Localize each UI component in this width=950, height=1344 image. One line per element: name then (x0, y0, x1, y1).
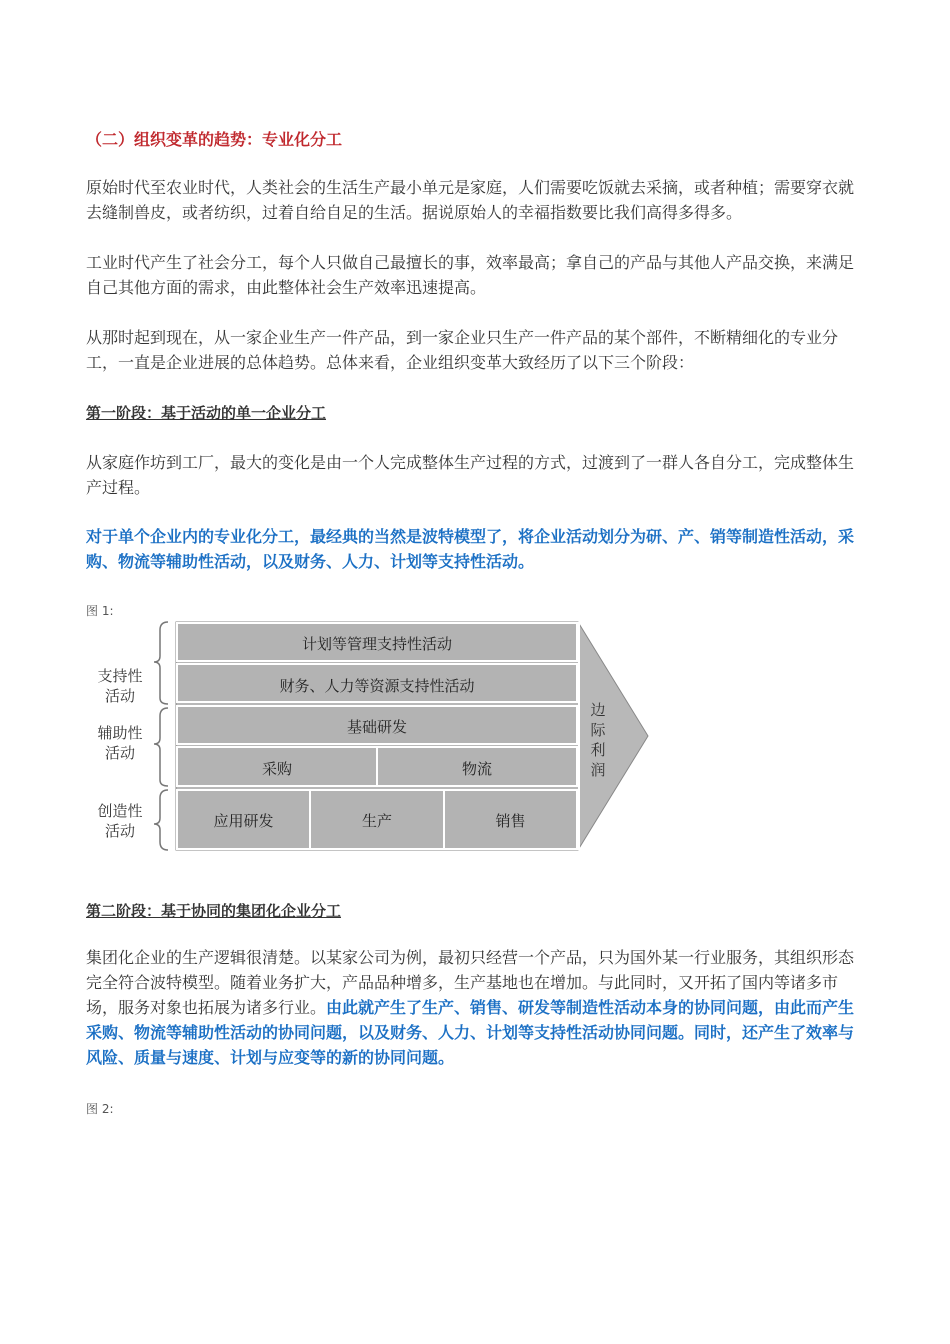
label-support-activities: 支持性 活动 (97, 667, 143, 705)
brace-support (154, 622, 168, 704)
paragraph-porter-highlight: 对于单个企业内的专业化分工，最经典的当然是波特模型了，将企业活动划分为研、产、销等制造性活动，采购、物流等辅助性活动，以及财务、人力、计划等支持性活动。 (86, 527, 855, 571)
paragraph-primitive-era: 原始时代至农业时代，人类社会的生活生产最小单元是家庭，人们需要吃饭就去采摘，或者种植；需要穿衣就去缝制兽皮，或者纺织，过着自给自足的生活。据说原始人的幸福指数要比我们高得多得多。 (86, 178, 855, 222)
brace-auxiliary (154, 708, 168, 786)
text-purchase: 采购 (261, 760, 292, 778)
figure-1-label: 图 1: (86, 604, 114, 618)
brace-creative (154, 790, 168, 850)
paragraph-trend: 从那时起到现在，从一家企业生产一件产品，到一家企业只生产一件产品的某个部件，不断精细化的专业分工，一直是企业进展的总体趋势。总体来看，企业组织变革大致经历了以下三个阶段： (86, 328, 839, 372)
text-logistics: 物流 (461, 760, 492, 778)
figure-2-label: 图 2: (86, 1102, 114, 1116)
value-chain-diagram (90, 616, 655, 856)
stage-one-heading: 第一阶段：基于活动的单一企业分工 (86, 404, 327, 422)
text-finance: 财务、人力等资源支持性活动 (279, 677, 475, 695)
text-plan: 计划等管理支持性活动 (301, 635, 452, 653)
paragraph-group-enterprise (86, 945, 866, 1070)
section-heading: （二）组织变革的趋势：专业化分工 (86, 130, 343, 149)
label-auxiliary-activities: 辅助性 活动 (97, 724, 143, 762)
text-sales: 销售 (495, 812, 526, 830)
stage-two-heading: 第二阶段：基于协同的集团化企业分工 (86, 902, 342, 920)
text-app-rd: 应用研发 (213, 812, 274, 830)
paragraph-group-normal: 集团化企业的生产逻辑很清楚。以某家公司为例，最初只经营一个产品，只为国外某一行业服务，其组织形态完全符合波特模型。随着业务扩大，产品品种增多，生产基地也在增加。与此同时，又开拓了国内等诸多市场，服务对象也拓展为诸多行业。 (86, 948, 855, 1017)
text-research: 基础研发 (346, 718, 407, 736)
paragraph-group-highlight: 由此就产生了生产、销售、研发等制造性活动本身的协同问题，由此而产生采购、物流等辅助性活动的协同问题，以及财务、人力、计划等支持性活动协同问题。同时，还产生了效率与风险、质量与速度、计划与应变等的新的协同问题。 (86, 998, 855, 1067)
label-creative-activities: 创造性 活动 (97, 802, 143, 840)
text-margin-profit: 边际利润 (590, 701, 606, 779)
paragraph-industrial-era: 工业时代产生了社会分工，每个人只做自己最擅长的事，效率最高；拿自己的产品与其他人产品交换，来满足自己其他方面的需求，由此整体社会生产效率迅速提高。 (86, 253, 855, 297)
text-production: 生产 (361, 812, 392, 830)
paragraph-workshop: 从家庭作坊到工厂，最大的变化是由一个人完成整体生产过程的方式，过渡到了一群人各自分工，完成整体生产过程。 (86, 453, 855, 497)
